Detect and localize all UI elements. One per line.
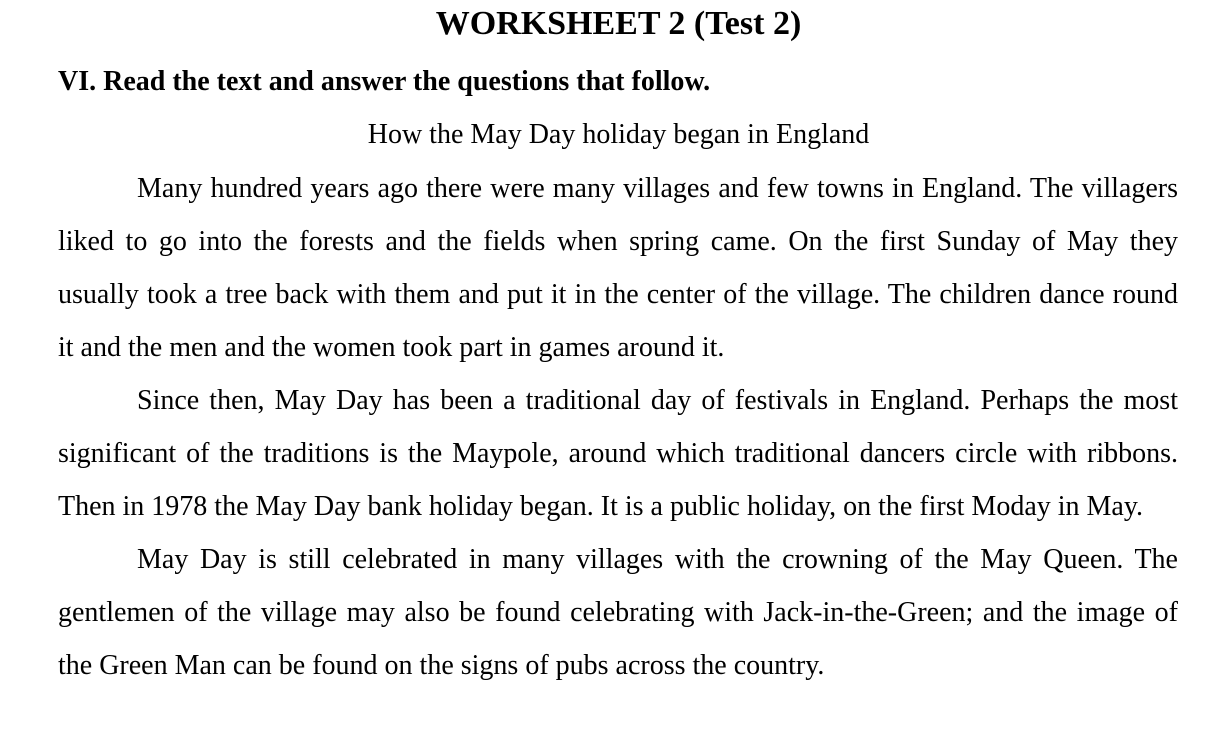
passage-title: How the May Day holiday began in England xyxy=(367,119,870,150)
worksheet-title: WORKSHEET 2 (Test 2) xyxy=(435,5,802,42)
paragraph-2: Since then, May Day has been a traditional day of festivals in England. Perhaps the most significant of the traditions is the Maypole, around which traditional dancers circle with ribbons. Then in 1978 the May Day bank holiday began. It is a public holiday, on the first Moday in May. xyxy=(58,385,1178,522)
section-heading: VI. Read the text and answer the questions that follow. xyxy=(58,66,711,97)
paragraph-3: May Day is still celebrated in many villages with the crowning of the May Queen. The gentlemen of the village may also be found celebrating with Jack-in-the-Green; and the image of the Green Man can be found on the signs of pubs across the country. xyxy=(58,544,1178,681)
passage-body xyxy=(58,162,1178,692)
paragraph-1: Many hundred years ago there were many villages and few towns in England. The villagers liked to go into the forests and the fields when spring came. On the first Sunday of May they usually took a tree back with them and put it in the center of the village. The children dance round it and the men and the women took part in games around it. xyxy=(58,173,1178,363)
